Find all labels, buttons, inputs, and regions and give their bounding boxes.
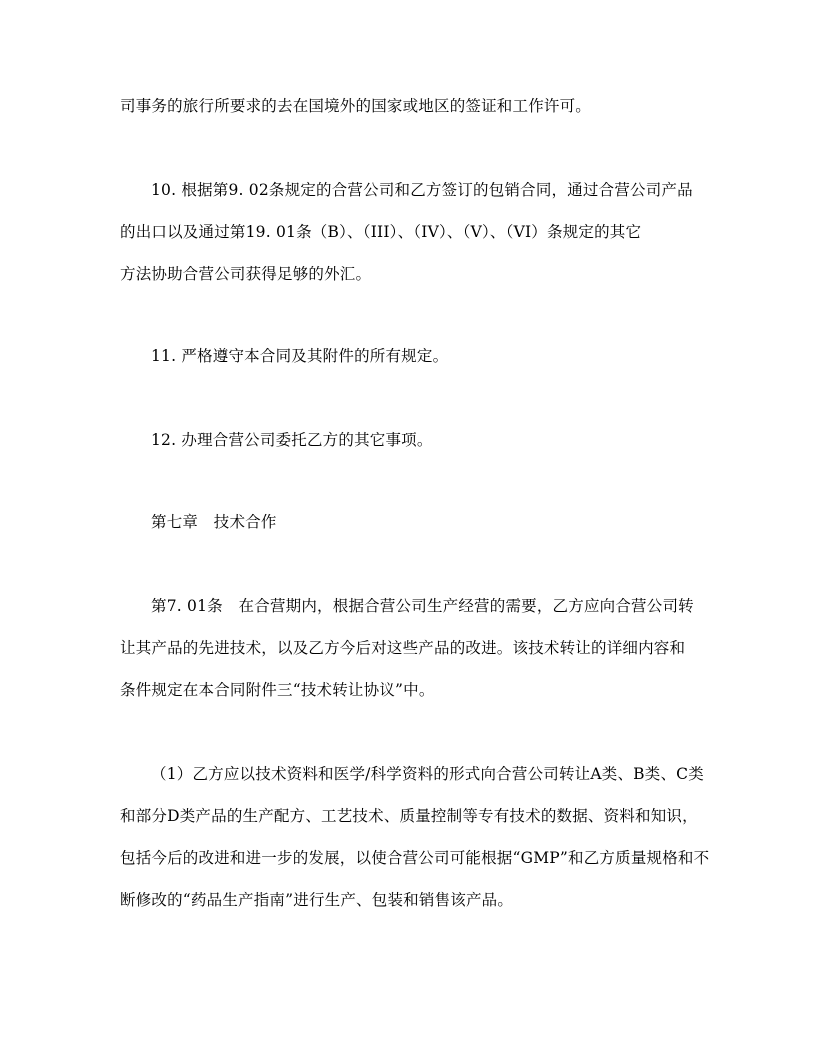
article-7-01-line-2: 让其产品的先进技术，以及乙方今后对这些产品的改进。该技术转让的详细内容和 <box>120 639 686 657</box>
article-7-01-line-1: 第7. 01条 在合营期内，根据合营公司生产经营的需要，乙方应向合营公司转 <box>151 597 694 615</box>
item-10-line-1: 10. 根据第9. 02条规定的合营公司和乙方签订的包销合同，通过合营公司产品 <box>151 181 693 199</box>
item-1-line-1: （1）乙方应以技术资料和医学/科学资料的形式向合营公司转让A类、B类、C类 <box>151 765 704 783</box>
article-7-01-line-3: 条件规定在本合同附件三“技术转让协议”中。 <box>120 681 435 699</box>
item-12-line-1: 12. 办理合营公司委托乙方的其它事项。 <box>151 431 433 449</box>
item-1-line-3: 包括今后的改进和进一步的发展，以使合营公司可能根据“GMP”和乙方质量规格和不 <box>120 849 710 867</box>
paragraph-continuation-line-1: 司事务的旅行所要求的去在国境外的国家或地区的签证和工作许可。 <box>120 97 592 115</box>
item-10-line-2: 的出口以及通过第19. 01条（B）、（III）、（IV）、（V）、（VI）条规定的其它 <box>120 223 642 241</box>
item-1-line-2: 和部分D类产品的生产配方、工艺技术、质量控制等专有技术的数据、资料和知识， <box>120 807 698 825</box>
item-10-line-3: 方法协助合营公司获得足够的外汇。 <box>120 265 372 283</box>
item-11-line-1: 11. 严格遵守本合同及其附件的所有规定。 <box>151 347 449 365</box>
chapter-7-heading: 第七章 技术合作 <box>151 513 277 531</box>
item-1-line-4: 断修改的“药品生产指南”进行生产、包装和销售该产品。 <box>120 891 514 909</box>
